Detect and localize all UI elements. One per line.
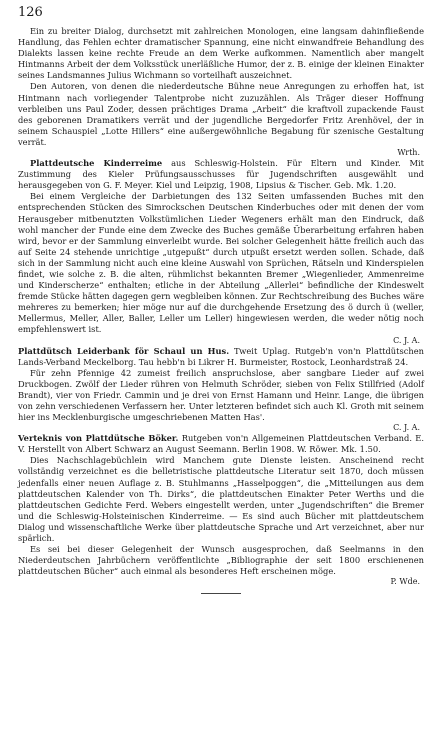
entry-leiderbank-title: Plattdütsch Leiderbank för Schaul un Hus. bbox=[18, 345, 230, 356]
entry-kinderreime-title: Plattdeutsche Kinderreime bbox=[30, 158, 163, 169]
entry-verteknis-bibliography: Rutgeben von'n Allgemeinen Plattdeutschen Verband. E. V. Herstellt von Albert Schwarz an August Seemann. Berlin 1908. W. Röwer. Mk. 1.50. bbox=[18, 433, 424, 455]
review-text bbox=[18, 26, 424, 594]
entry-verteknis-heading bbox=[18, 433, 424, 455]
intro-paragraph-1: Ein zu breiter Dialog, durchsetzt mit zahlreichen Monologen, eine langsam dahinfließende Handlung, das Fehlen echter dramatischer Spannung, eine nicht einwandfreie Behandlung des Dialekts lassen keine rechte Freude an dem Werke aufkommen. Namentlich aber mangelt Hintmanns Arbeit der dem Volksstück unerläßliche Humor, der z. B. einige der kleinen Einakter seines Landsmannes Julius Wichmann so vorteilhaft auszeichnet. bbox=[18, 26, 424, 81]
page-number: 126 bbox=[18, 5, 43, 20]
entry-kinderreime-heading bbox=[18, 158, 424, 191]
entry-kinderreime-review: Bei einem Vergleiche der Darbietungen des 132 Seiten umfassenden Buches mit den entsprechenden Stücken des Simrockschen Deutschen Kinderbuches oder mit denen der vom Herausgeber mitbenutzten Volkstümlichen Lieder Wegeners erhält man den Eindruck, daß wohl mancher der Funde eine dem Zwecke des Buches gemäße Überarbeitung erfahren haben wird, bevor er der Sammlung einverleibt wurde. Bei solcher Gelegenheit hätte freilich auch das auf Seite 24 stehende unrichtige „utgepußt“ durch utpußt ersetzt werden sollen. Schade, daß sich in der Sammlung nicht auch eine kleine Auswahl von Sprüchen, Rätseln und Kinderspielen findet, wie solche z. B. die alten, rühmlichst bekannten Bremer „Wiegenlieder, Ammenreime und Kinderscherze“ enthalten; etliche in der Abteilung „Allerlei“ befindliche der Kindeswelt fremde Stücke hätten dagegen gern wegbleiben können. Zur Rechtschreibung des Buches wäre mehreres zu bemerken; hier möge nur auf die durchgehende Ersetzung des ö durch ü (weller, Mellermus, Meller, Aller, Baller, Leller um Leller) hingewiesen werden, die weder nötig noch empfehlenswert ist. bbox=[18, 191, 424, 335]
entry-leiderbank-bibliography: Tweit Uplag. Rutgeb'n von'n Plattdütschen Lands-Verband Meckelborg. Tau hebb'n bi Likrer H. Burmeister, Rostock, Leonhardstraß 24. bbox=[18, 345, 424, 367]
entry-verteknis-signature: P. Wde. bbox=[390, 577, 420, 587]
entry-leiderbank-review: Für zehn Pfennige 42 zumeist freilich anspruchslose, aber sangbare Lieder auf zwei Druckbogen. Zwölf der Lieder rühren von Helmuth Schröder, sieben von Felix Stillfried (Adolf Brandt), vier von Friedr. Cammin und je drei von Ernst Hamann und Heinr. Lange, die übrigen von zehn verschiedenen Verfassern her. Unter letzteren befindet sich auch Kl. Groth mit seinem hier ins Mecklenburgische umgeschriebenen Matten Has'. bbox=[18, 367, 424, 423]
entry-kinderreime-signature: C. J. A. bbox=[393, 335, 420, 345]
intro-signature: Wrth. bbox=[397, 148, 420, 158]
entry-verteknis-title: Verteknis von Plattdütsche Böker. bbox=[18, 433, 179, 444]
entry-leiderbank-signature: C. J. A. bbox=[393, 423, 420, 433]
entry-verteknis-review-1: Dies Nachschlagebüchlein wird Manchem gute Dienste leisten. Anscheinend recht vollständig verzeichnet es die belletristische plattdeutsche Literatur seit 1870, doch müssen jedenfalls einer neuen Auflage z. B. Stuhlmanns „Hasselpoggen“, die „Mitteilungen aus dem plattdeutschen Kalender von Th. Dirks“, die plattdeutschen Einakter Peter Werths und die plattdeutschen Gedichte Ferd. Webers eingestellt werden, unter „Jugendschriften“ die Bremer und die Schleswig-Holsteinischen Kinderreime. — Es sind auch Bücher mit plattdeutschem Dialog und wissenschaftliche Werke über plattdeutsche Sprache und Art verzeichnet, aber nur spärlich. bbox=[18, 455, 424, 544]
intro-paragraph-2: Den Autoren, von denen die niederdeutsche Bühne neue Anregungen zu erhoffen hat, ist Hintmann nach vorliegender Talentprobe nicht zuzuzählen. Als Träger dieser Hoffnung verbleiben uns Paul Zoder, dessen prächtiges Drama „Arbeit“ die kraftvoll zupackende Faust des geborenen Dramatikers verrät und der jugendliche Bergedorfer Fritz Arenhövel, der in seinem Schauspiel „Lotte Hillers“ eine außergewöhnliche Begabung für szenische Gestaltung verrät. bbox=[18, 81, 424, 147]
section-divider bbox=[201, 593, 241, 594]
entry-verteknis-review-2: Es sei bei dieser Gelegenheit der Wunsch ausgesprochen, daß Seelmanns in den Niederdeutschen Jahrbüchern veröffentlichte „Bibliographie der seit 1800 erschienenen plattdeutschen Bücher“ auch einmal als besonderes Heft erscheinen möge. bbox=[18, 544, 424, 577]
entry-leiderbank-heading bbox=[18, 346, 424, 368]
entry-kinderreime-bibliography: aus Schleswig-Holstein. Für Eltern und Kinder. Mit Zustimmung des Kieler Prüfungsausschusses für Jugendschriften ausgewählt und herausgegeben von G. F. Meyer. Kiel und Leipzig, 1908, Lipsius & Tischer. Geb. Mk. 1.20. bbox=[18, 158, 424, 191]
